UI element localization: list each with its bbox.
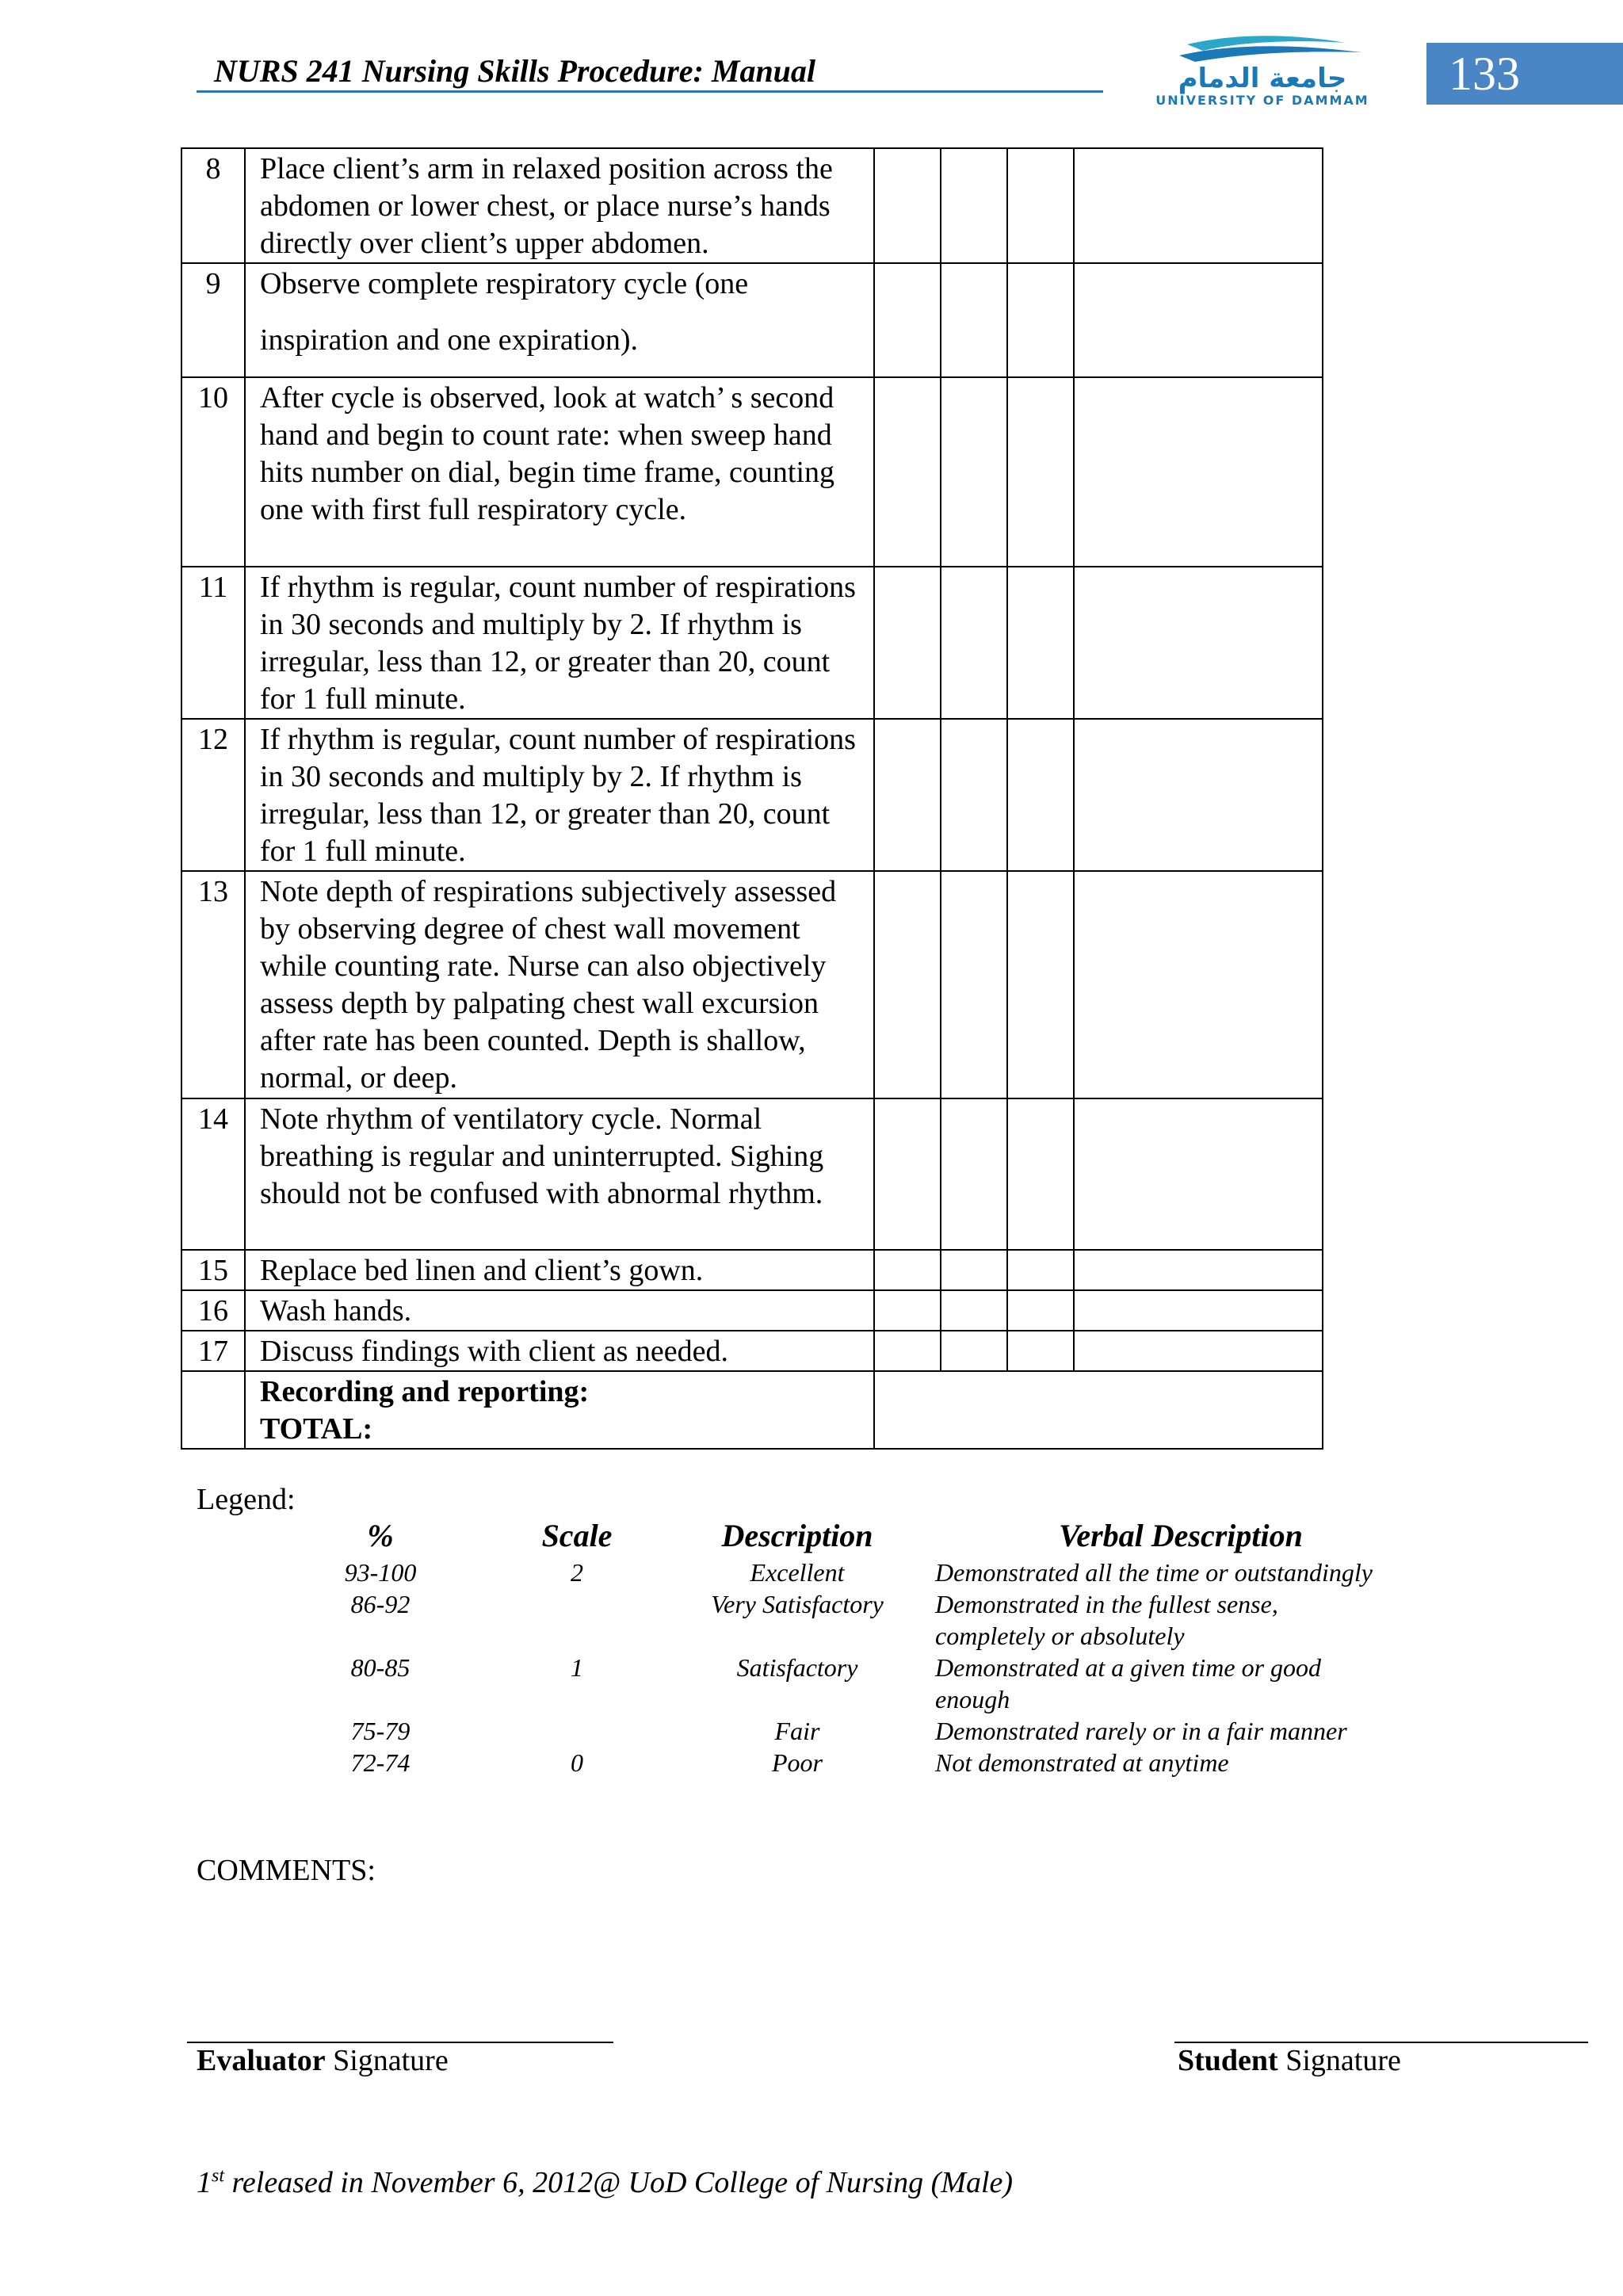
- legend-verbal: Demonstrated all the time or outstandingly: [935, 1558, 1373, 1587]
- score-cell[interactable]: [1007, 148, 1074, 263]
- legend-percent: 72-74: [350, 1748, 411, 1777]
- remarks-cell[interactable]: [1074, 871, 1323, 1098]
- step-text: After cycle is observed, look at watch’ s second hand and begin to count rate: when sweep hand hits number on dial, begin time frame, counting one with first full respiratory cycle.: [245, 377, 874, 567]
- score-cell[interactable]: [941, 377, 1007, 567]
- legend-scale: 1: [571, 1653, 583, 1682]
- table-row: [181, 1331, 1323, 1371]
- legend-percent: 86-92: [350, 1590, 411, 1618]
- university-logo: [1132, 30, 1393, 109]
- step-text: Discuss findings with client as needed.: [245, 1331, 874, 1371]
- step-text: Note rhythm of ventilatory cycle. Normal breathing is regular and uninterrupted. Sighing should not be confused with abnormal rhythm.: [245, 1098, 874, 1250]
- legend-description: Satisfactory: [736, 1653, 858, 1682]
- remarks-cell[interactable]: [1074, 148, 1323, 263]
- step-text: Note depth of respirations subjectively assessed by observing degree of chest wall movement while counting rate. Nurse can also objectively assess depth by palpating chest wall excursion after rate has been counted. Depth is shallow, normal, or deep.: [245, 871, 874, 1098]
- step-text: Replace bed linen and client’s gown.: [245, 1250, 874, 1290]
- score-cell[interactable]: [874, 377, 941, 567]
- score-cell[interactable]: [1007, 377, 1074, 567]
- comments-label: COMMENTS:: [197, 1854, 376, 1887]
- step-text: If rhythm is regular, count number of respirations in 30 seconds and multiply by 2. If rhythm is irregular, less than 12, or greater than 20, count for 1 full minute.: [245, 567, 874, 719]
- score-cell[interactable]: [941, 1331, 1007, 1371]
- page-number-badge: 133: [1426, 43, 1623, 105]
- step-text-continued: inspiration and one expiration).: [260, 323, 638, 357]
- table-row-total: [181, 1371, 1323, 1449]
- legend-header-description: Description: [721, 1518, 873, 1553]
- score-cell[interactable]: [941, 1290, 1007, 1331]
- score-cell[interactable]: [874, 148, 941, 263]
- legend-verbal-continued: enough: [935, 1685, 1010, 1713]
- legend-verbal: Demonstrated at a given time or good: [935, 1653, 1322, 1682]
- step-number: 10: [181, 377, 245, 567]
- score-cell[interactable]: [1007, 263, 1074, 377]
- footer-pre: 1: [197, 2166, 212, 2199]
- step-number: 16: [181, 1290, 245, 1331]
- logo-english-text: UNIVERSITY OF DAMMAM: [1155, 93, 1369, 108]
- student-bold: Student: [1178, 2044, 1278, 2077]
- legend-verbal: Not demonstrated at anytime: [935, 1748, 1229, 1777]
- table-row: [181, 567, 1323, 719]
- step-number: 8: [181, 148, 245, 263]
- score-cell[interactable]: [874, 1331, 941, 1371]
- legend-header-percent: %: [367, 1518, 394, 1553]
- legend-description: Excellent: [750, 1558, 845, 1587]
- table-row: [181, 377, 1323, 567]
- student-rest: Signature: [1277, 2044, 1401, 2077]
- table-row: [181, 1290, 1323, 1331]
- table-row: [181, 263, 1323, 377]
- step-text: Observe complete respiratory cycle (one: [260, 267, 749, 300]
- step-number: 17: [181, 1331, 245, 1371]
- remarks-cell[interactable]: [1074, 719, 1323, 871]
- legend-verbal: Demonstrated in the fullest sense,: [935, 1590, 1278, 1618]
- remarks-cell[interactable]: [1074, 377, 1323, 567]
- total-label: TOTAL:: [260, 1412, 373, 1446]
- footer-sup: st: [212, 2165, 225, 2187]
- legend-percent: 75-79: [350, 1717, 411, 1745]
- remarks-cell[interactable]: [1074, 1331, 1323, 1371]
- score-cell[interactable]: [941, 263, 1007, 377]
- step-number: 12: [181, 719, 245, 871]
- score-cell[interactable]: [874, 871, 941, 1098]
- score-cell[interactable]: [874, 719, 941, 871]
- score-cell[interactable]: [941, 719, 1007, 871]
- score-cell[interactable]: [874, 567, 941, 719]
- score-cell[interactable]: [1007, 567, 1074, 719]
- remarks-cell[interactable]: [1074, 263, 1323, 377]
- score-cell[interactable]: [1007, 871, 1074, 1098]
- legend-header-verbal: Verbal Description: [1059, 1518, 1303, 1553]
- step-text: Place client’s arm in relaxed position across the abdomen or lower chest, or place nurse’s hands directly over client’s upper abdomen.: [245, 148, 874, 263]
- legend-description: Fair: [774, 1717, 820, 1745]
- step-number: 11: [181, 567, 245, 719]
- score-cell[interactable]: [874, 1290, 941, 1331]
- table-row: [181, 148, 1323, 263]
- legend-percent: 93-100: [344, 1558, 417, 1587]
- header-rule: [197, 90, 1103, 93]
- score-cell[interactable]: [941, 871, 1007, 1098]
- legend-scale: 2: [571, 1558, 583, 1587]
- score-cell[interactable]: [941, 148, 1007, 263]
- remarks-cell[interactable]: [1074, 1098, 1323, 1250]
- logo-arabic-text: جامعة الدمام: [1178, 63, 1347, 94]
- score-cell[interactable]: [1007, 1331, 1074, 1371]
- table-row: [181, 1250, 1323, 1290]
- legend-label: Legend:: [197, 1483, 296, 1516]
- step-number: 15: [181, 1250, 245, 1290]
- footer-post: released in November 6, 2012@ UoD College of Nursing (Male): [224, 2166, 1014, 2199]
- score-cell[interactable]: [874, 1098, 941, 1250]
- step-text: Wash hands.: [245, 1290, 874, 1331]
- legend-description: Very Satisfactory: [711, 1590, 884, 1618]
- student-signature-label: [1178, 2043, 1401, 2078]
- legend-description: Poor: [772, 1748, 823, 1777]
- evaluator-signature-label: [197, 2043, 449, 2078]
- step-number: 13: [181, 871, 245, 1098]
- recording-label: Recording and reporting:: [260, 1375, 590, 1408]
- score-cell[interactable]: [874, 263, 941, 377]
- document-header-title: NURS 241 Nursing Skills Procedure: Manual: [214, 53, 816, 89]
- legend-scale: 0: [571, 1748, 583, 1777]
- release-footer: [197, 2165, 1013, 2200]
- legend-header-scale: Scale: [541, 1518, 613, 1553]
- procedure-checklist-table: [181, 147, 1323, 1450]
- score-cell[interactable]: [941, 567, 1007, 719]
- score-cell[interactable]: [874, 1250, 941, 1290]
- table-row: [181, 719, 1323, 871]
- step-number: 9: [181, 263, 245, 377]
- score-cell[interactable]: [941, 1250, 1007, 1290]
- legend-verbal-continued: completely or absolutely: [935, 1622, 1185, 1650]
- score-cell[interactable]: [1007, 1250, 1074, 1290]
- table-row: [181, 1098, 1323, 1250]
- legend-percent: 80-85: [350, 1653, 411, 1682]
- evaluator-rest: Signature: [325, 2044, 449, 2077]
- step-text-cell: [245, 263, 874, 377]
- score-cell[interactable]: [1007, 1290, 1074, 1331]
- score-cell[interactable]: [941, 1098, 1007, 1250]
- remarks-cell[interactable]: [1074, 567, 1323, 719]
- recording-cell: [245, 1371, 874, 1449]
- evaluator-bold: Evaluator: [197, 2044, 326, 2077]
- legend-verbal: Demonstrated rarely or in a fair manner: [935, 1717, 1347, 1745]
- score-cell[interactable]: [1007, 1098, 1074, 1250]
- step-number: 14: [181, 1098, 245, 1250]
- remarks-cell[interactable]: [1074, 1290, 1323, 1331]
- step-text: If rhythm is regular, count number of respirations in 30 seconds and multiply by 2. If rhythm is irregular, less than 12, or greater than 20, count for 1 full minute.: [245, 719, 874, 871]
- table-row: [181, 871, 1323, 1098]
- total-score-cell[interactable]: [874, 1371, 1323, 1449]
- empty-number-cell: [181, 1371, 245, 1449]
- remarks-cell[interactable]: [1074, 1250, 1323, 1290]
- score-cell[interactable]: [1007, 719, 1074, 871]
